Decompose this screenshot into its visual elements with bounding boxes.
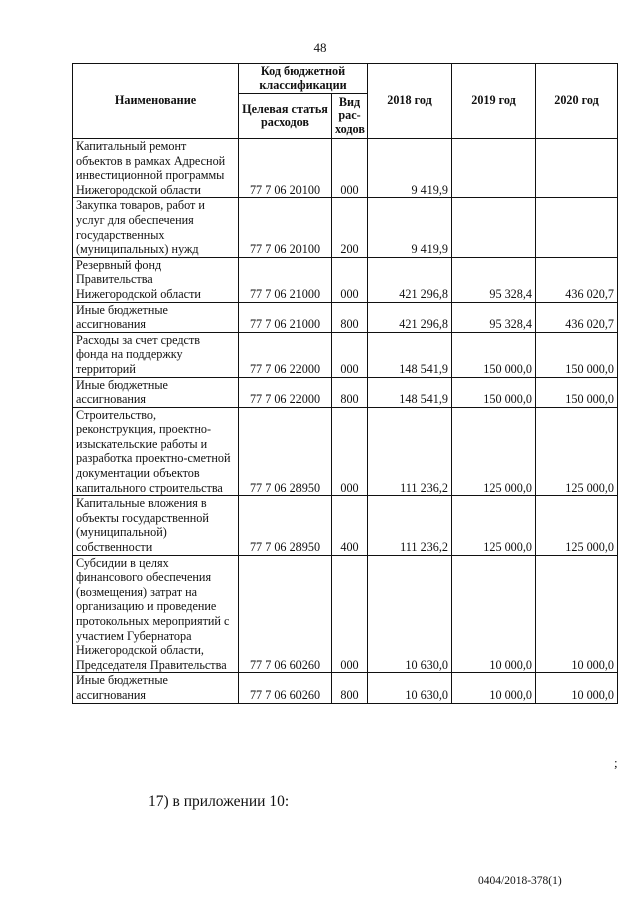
header-2018: 2018 год [368, 64, 452, 139]
cell-y2020: 436 020,7 [536, 257, 618, 302]
cell-code: 77 7 06 20100 [239, 198, 332, 257]
cell-kind: 400 [332, 496, 368, 555]
cell-y2019: 125 000,0 [452, 496, 536, 555]
cell-y2019 [452, 139, 536, 198]
cell-name: Иные бюджетные ассигнования [73, 673, 239, 703]
cell-kind: 200 [332, 198, 368, 257]
cell-y2018: 10 630,0 [368, 673, 452, 703]
cell-y2018: 148 541,9 [368, 332, 452, 377]
cell-y2018: 148 541,9 [368, 377, 452, 407]
cell-y2018: 9 419,9 [368, 198, 452, 257]
table-row [73, 198, 618, 257]
cell-code: 77 7 06 28950 [239, 407, 332, 496]
document-code: 0404/2018-378(1) [478, 875, 562, 887]
cell-code: 77 7 06 22000 [239, 377, 332, 407]
cell-y2018: 10 630,0 [368, 555, 452, 673]
table-header [73, 64, 618, 139]
table-row [73, 407, 618, 496]
cell-name: Строительство, реконструкция, проектно-изыскательские работы и разработка проектно-сметной документации объектов капитального строительства [73, 407, 239, 496]
cell-kind: 800 [332, 673, 368, 703]
cell-y2020: 125 000,0 [536, 496, 618, 555]
cell-code: 77 7 06 60260 [239, 673, 332, 703]
cell-y2018: 9 419,9 [368, 139, 452, 198]
cell-code: 77 7 06 60260 [239, 555, 332, 673]
table-body [73, 139, 618, 704]
header-kind: Вид рас-ходов [332, 94, 368, 139]
header-target: Целевая статья расходов [239, 94, 332, 139]
cell-y2020: 436 020,7 [536, 302, 618, 332]
cell-y2019: 10 000,0 [452, 673, 536, 703]
cell-kind: 800 [332, 377, 368, 407]
table-row [73, 496, 618, 555]
cell-y2018: 111 236,2 [368, 496, 452, 555]
cell-code: 77 7 06 28950 [239, 496, 332, 555]
cell-y2019: 150 000,0 [452, 332, 536, 377]
cell-y2020 [536, 139, 618, 198]
table-row [73, 139, 618, 198]
cell-name: Субсидии в целях финансового обеспечения (возмещения) затрат на организацию и проведение протокольных мероприятий с участием Губернатора Нижегородской области, Председателя Правительства [73, 555, 239, 673]
cell-name: Иные бюджетные ассигнования [73, 302, 239, 332]
cell-kind: 000 [332, 407, 368, 496]
cell-y2019: 10 000,0 [452, 555, 536, 673]
table-row [73, 257, 618, 302]
cell-y2019: 95 328,4 [452, 257, 536, 302]
appendix-item-line: 17) в приложении 10: [148, 793, 290, 810]
cell-y2020: 150 000,0 [536, 332, 618, 377]
header-2020: 2020 год [536, 64, 618, 139]
cell-name: Резервный фонд Правительства Нижегородской области [73, 257, 239, 302]
cell-name: Закупка товаров, работ и услуг для обеспечения государственных (муниципальных) нужд [73, 198, 239, 257]
cell-code: 77 7 06 22000 [239, 332, 332, 377]
cell-kind: 000 [332, 332, 368, 377]
cell-y2020 [536, 198, 618, 257]
table-row [73, 377, 618, 407]
cell-kind: 800 [332, 302, 368, 332]
table-row [73, 673, 618, 703]
cell-y2018: 421 296,8 [368, 302, 452, 332]
header-name: Наименование [73, 64, 239, 139]
table-row [73, 302, 618, 332]
cell-y2018: 111 236,2 [368, 407, 452, 496]
cell-y2020: 125 000,0 [536, 407, 618, 496]
cell-name: Расходы за счет средств фонда на поддержку территорий [73, 332, 239, 377]
cell-kind: 000 [332, 139, 368, 198]
cell-name: Капитальный ремонт объектов в рамках Адресной инвестиционной программы Нижегородской области [73, 139, 239, 198]
cell-y2019 [452, 198, 536, 257]
cell-y2019: 150 000,0 [452, 377, 536, 407]
cell-y2020: 150 000,0 [536, 377, 618, 407]
cell-code: 77 7 06 20100 [239, 139, 332, 198]
cell-y2019: 125 000,0 [452, 407, 536, 496]
budget-table [72, 63, 618, 704]
header-2019: 2019 год [452, 64, 536, 139]
table-row [73, 555, 618, 673]
header-code-group: Код бюджетной классификации [239, 64, 368, 94]
cell-y2020: 10 000,0 [536, 555, 618, 673]
trailing-semicolon: ; [614, 755, 618, 770]
cell-y2020: 10 000,0 [536, 673, 618, 703]
page-number: 48 [313, 40, 327, 55]
cell-code: 77 7 06 21000 [239, 302, 332, 332]
cell-name: Капитальные вложения в объекты государственной (муниципальной) собственности [73, 496, 239, 555]
table-row [73, 332, 618, 377]
cell-name: Иные бюджетные ассигнования [73, 377, 239, 407]
cell-code: 77 7 06 21000 [239, 257, 332, 302]
cell-y2018: 421 296,8 [368, 257, 452, 302]
cell-kind: 000 [332, 555, 368, 673]
cell-y2019: 95 328,4 [452, 302, 536, 332]
cell-kind: 000 [332, 257, 368, 302]
